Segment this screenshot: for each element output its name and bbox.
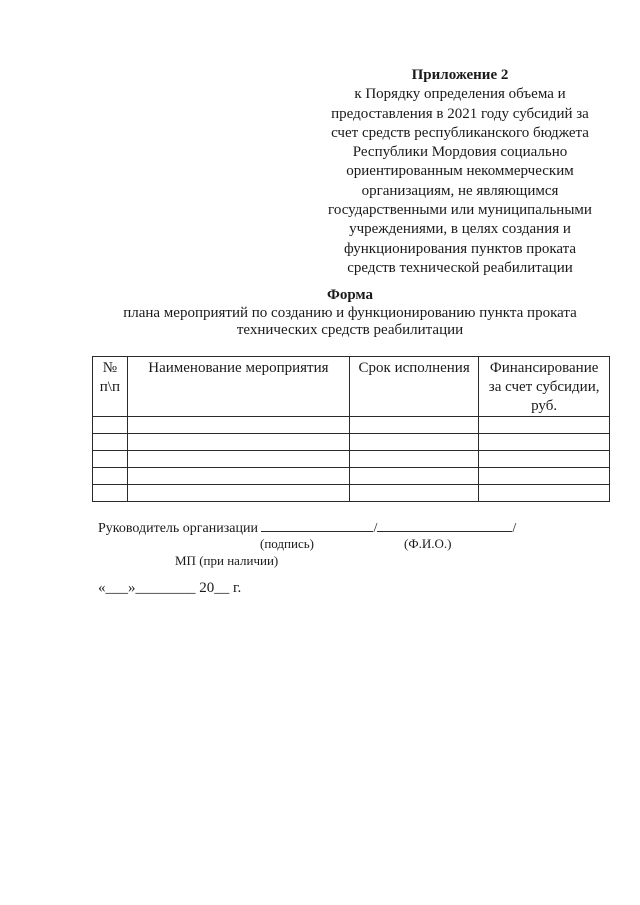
appendix-line: функционирования пунктов проката [343,240,577,257]
table-cell[interactable] [350,417,479,434]
table-row [93,434,610,451]
appendix-line: ориентированным некоммерческим [346,163,574,180]
header-financing-line: за счет субсидии, [488,379,600,395]
full-name-field[interactable] [377,519,512,532]
header-number-symbol: № [102,360,118,376]
table-row [93,468,610,485]
header-number [93,357,128,417]
signature-caption: (подпись) [260,536,314,551]
appendix-line: счет средств республиканского бюджета [331,124,589,141]
form-title-block [60,287,640,340]
table-cell[interactable] [93,468,128,485]
table-cell[interactable] [350,485,479,502]
table-cell[interactable] [479,434,610,451]
table-cell[interactable] [127,434,349,451]
table-cell[interactable] [479,485,610,502]
full-name-caption: (Ф.И.О.) [404,536,452,551]
appendix-line: средств технической реабилитации [347,259,573,276]
signature-field[interactable] [261,519,373,532]
table-cell[interactable] [93,434,128,451]
header-financing-line: руб. [531,398,558,414]
table-cell[interactable] [127,485,349,502]
appendix-line: государственными или муниципальными [328,202,592,219]
header-activity-name: Наименование мероприятия [127,357,349,417]
table-cell[interactable] [350,451,479,468]
table-cell[interactable] [350,434,479,451]
table-cell[interactable] [127,451,349,468]
appendix-line: Республики Мордовия социально [352,144,568,161]
plan-table [92,356,610,502]
table-header-row [93,357,610,417]
header-number-abbrev: п\п [99,379,121,395]
table-cell[interactable] [127,468,349,485]
header-financing [479,357,610,417]
table-row [93,451,610,468]
table-cell[interactable] [93,417,128,434]
table-cell[interactable] [479,417,610,434]
table-cell[interactable] [350,468,479,485]
appendix-heading: Приложение 2 [411,67,509,83]
appendix-block [300,66,620,278]
appendix-line: организациям, не являющимся [361,182,559,199]
header-financing-line: Финансирование [489,360,599,376]
table-cell[interactable] [93,485,128,502]
signature-label: Руководитель организации [98,521,258,536]
date-line: «___»________ 20__ г. [98,580,242,596]
table-cell[interactable] [479,451,610,468]
appendix-line: предоставления в 2021 году субсидий за [331,105,589,122]
appendix-line: учреждениями, в целях создания и [349,221,571,238]
form-heading: Форма [326,287,374,303]
form-subtitle-line: плана мероприятий по созданию и функционированию пункта проката [123,304,577,321]
table-row [93,485,610,502]
appendix-line: к Порядку определения объема и [354,86,566,103]
table-row [93,417,610,434]
table-cell[interactable] [479,468,610,485]
header-deadline: Срок исполнения [350,357,479,417]
table-cell[interactable] [93,451,128,468]
form-subtitle-line: технических средств реабилитации [236,322,464,338]
stamp-caption: МП (при наличии) [175,553,279,568]
signature-line: Руководитель организации / / [98,521,517,536]
table-cell[interactable] [127,417,349,434]
